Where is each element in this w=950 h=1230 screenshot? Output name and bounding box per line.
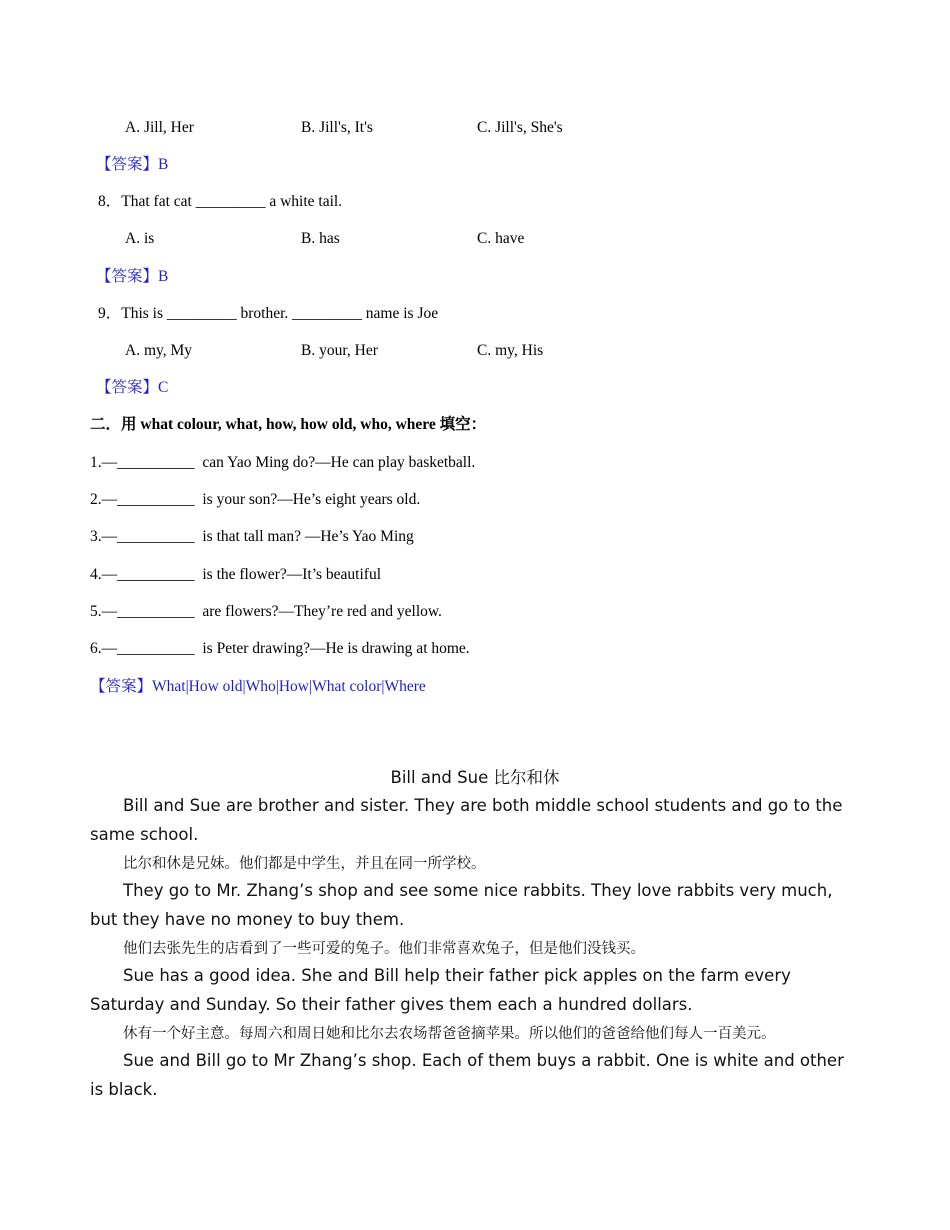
section-2-answer: 【答案】What|How old|Who|How|What color|Where: [90, 678, 426, 695]
story-title: Bill and Sue 比尔和休: [390, 768, 560, 787]
story-paragraph-3-en: Sue has a good idea. She and Bill help their father pick apples on the farm every Saturday and Sunday. So their father gives them each a hundred dollars.: [90, 966, 791, 1014]
story-paragraph-2-cn: 他们去张先生的店看到了一些可爱的兔子。他们非常喜欢兔子，但是他们没钱买。: [123, 941, 645, 957]
q9-question: 9．This is _________ brother. _________ name is Joe: [98, 305, 439, 322]
story-paragraph-1-cn: 比尔和休是兄妹。他们都是中学生，并且在同一所学校。: [123, 856, 486, 872]
story-paragraph-3-cn: 休有一个好主意。每周六和周日她和比尔去农场帮爸爸摘苹果。所以他们的爸爸给他们每人一百美元。: [123, 1026, 776, 1042]
story-paragraph-2-en: They go to Mr. Zhang’s shop and see some nice rabbits. They love rabbits very much, but they have no money to buy them.: [90, 881, 833, 929]
story-paragraph-1-en: Bill and Sue are brother and sister. They are both middle school students and go to the same school.: [90, 796, 843, 844]
q7-option-b: B. Jill's, It's: [301, 119, 373, 136]
q8-question: 8．That fat cat _________ a white tail.: [98, 193, 343, 210]
fill-item-3: 3.—__________ is that tall man? —He’s Yao Ming: [90, 528, 414, 545]
fill-item-2: 2.—__________ is your son?—He’s eight years old.: [90, 491, 421, 508]
q8-option-a: A. is: [125, 230, 155, 247]
q9-answer: 【答案】C: [96, 379, 169, 396]
q8-option-b: B. has: [301, 230, 340, 247]
fill-item-5: 5.—__________ are flowers?—They’re red and yellow.: [90, 603, 442, 620]
q9-option-a: A. my, My: [125, 342, 193, 359]
fill-item-6: 6.—__________ is Peter drawing?—He is drawing at home.: [90, 640, 470, 657]
q9-option-c: C. my, His: [477, 342, 544, 359]
q7-answer: 【答案】B: [96, 156, 169, 173]
q8-answer: 【答案】B: [96, 268, 169, 285]
story-paragraph-4-en: Sue and Bill go to Mr Zhang’s shop. Each of them buys a rabbit. One is white and other is black.: [90, 1051, 844, 1099]
section-2-heading: 二．用 what colour, what, how, how old, who, where 填空：: [90, 416, 487, 433]
fill-item-4: 4.—__________ is the flower?—It’s beautiful: [90, 566, 382, 583]
q9-option-b: B. your, Her: [301, 342, 378, 359]
fill-item-1: 1.—__________ can Yao Ming do?—He can play basketball.: [90, 454, 476, 471]
q7-option-c: C. Jill's, She's: [477, 119, 563, 136]
q7-option-a: A. Jill, Her: [125, 119, 194, 136]
q8-option-c: C. have: [477, 230, 525, 247]
